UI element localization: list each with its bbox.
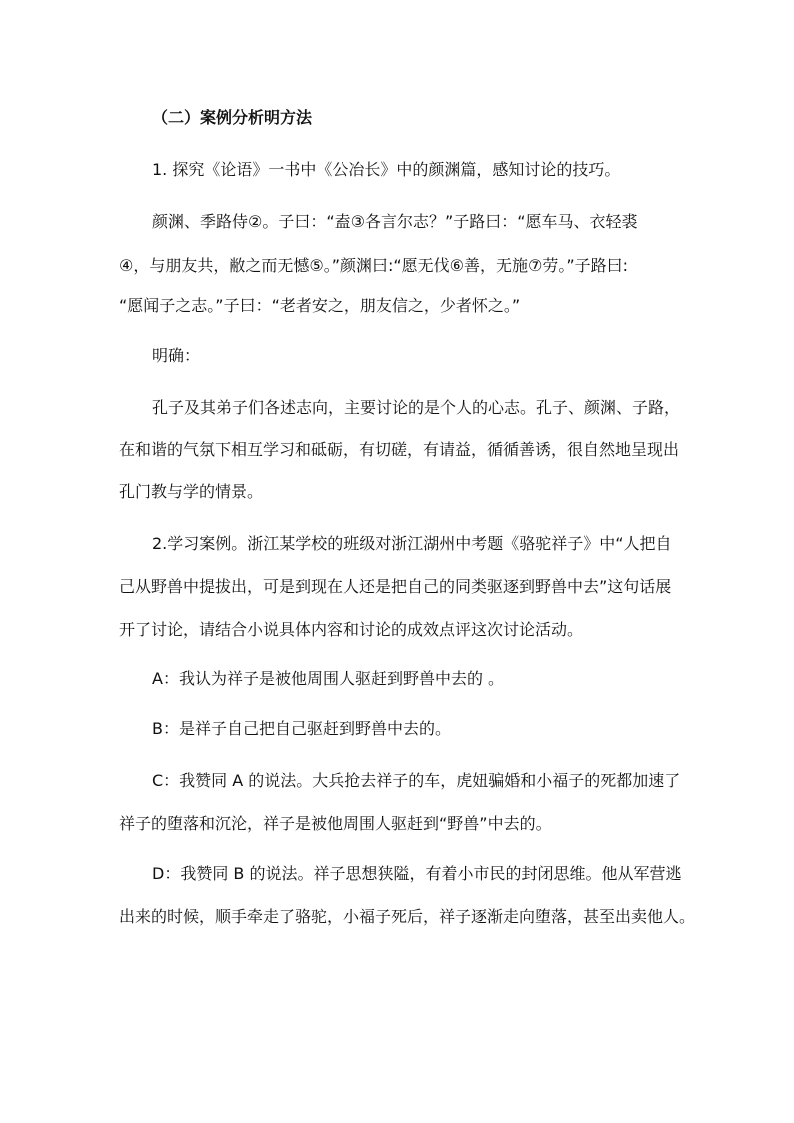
item1-quote-line-2: ④，与朋友共，敝之而无憾⑤。”颜渊曰:“愿无伐⑥善，无施⑦劳。”子路曰: — [119, 256, 629, 275]
item1-answer-line-3: 孔门教与学的情景。 — [119, 482, 264, 501]
item2-opinion-c-line-1: C：我赞同 A 的说法。大兵抢去祥子的车，虎妞骗婚和小福子的死都加速了 — [152, 771, 681, 790]
item2-intro-line-1: 2.学习案例。浙江某学校的班级对浙江湖州中考题《骆驼祥子》中“人把自 — [152, 534, 672, 553]
item1-answer-line-2: 在和谐的气氛下相互学习和砥砺，有切磋，有请益，循循善诱，很自然地呈现出 — [119, 440, 680, 459]
item2-opinion-d-line-2: 出来的时候，顺手牵走了骆驼，小福子死后，祥子逐渐走向堕落，甚至出卖他人。 — [119, 907, 696, 926]
item2-opinion-c-line-2: 祥子的堕落和沉沦，祥子是被他周围人驱赶到“野兽”中去的。 — [119, 814, 552, 833]
item2-opinion-b: B：是祥子自己把自己驱赶到野兽中去的。 — [152, 719, 451, 738]
item2-intro-line-2: 己从野兽中提拔出，可是到现在人还是把自己的同类驱逐到野兽中去”这句话展 — [119, 577, 672, 596]
item2-intro-line-3: 开了讨论，请结合小说具体内容和讨论的成效点评这次讨论活动。 — [119, 620, 584, 639]
item1-answer-line-1: 孔子及其弟子们各述志向，主要讨论的是个人的心志。孔子、颜渊、子路， — [152, 398, 681, 417]
section-heading: （二）案例分析明方法 — [152, 108, 313, 127]
item1-title: 1. 探究《论语》一书中《公冶长》中的颜渊篇，感知讨论的技巧。 — [152, 160, 621, 179]
item2-opinion-a: A：我认为祥子是被他周围人驱赶到野兽中去的 。 — [152, 669, 505, 688]
item1-quote-line-3: “愿闻子之志。”子曰：“老者安之，朋友信之，少者怀之。” — [119, 296, 521, 315]
item2-opinion-d-line-1: D：我赞同 B 的说法。祥子思想狭隘，有着小市民的封闭思维。他从军营逃 — [152, 864, 682, 883]
item1-quote-line-1: 颜渊、季路侍②。子曰：“盍③各言尔志？”子路曰：“愿车马、衣轻裘 — [152, 212, 638, 231]
item1-answer-label: 明确： — [152, 346, 201, 365]
